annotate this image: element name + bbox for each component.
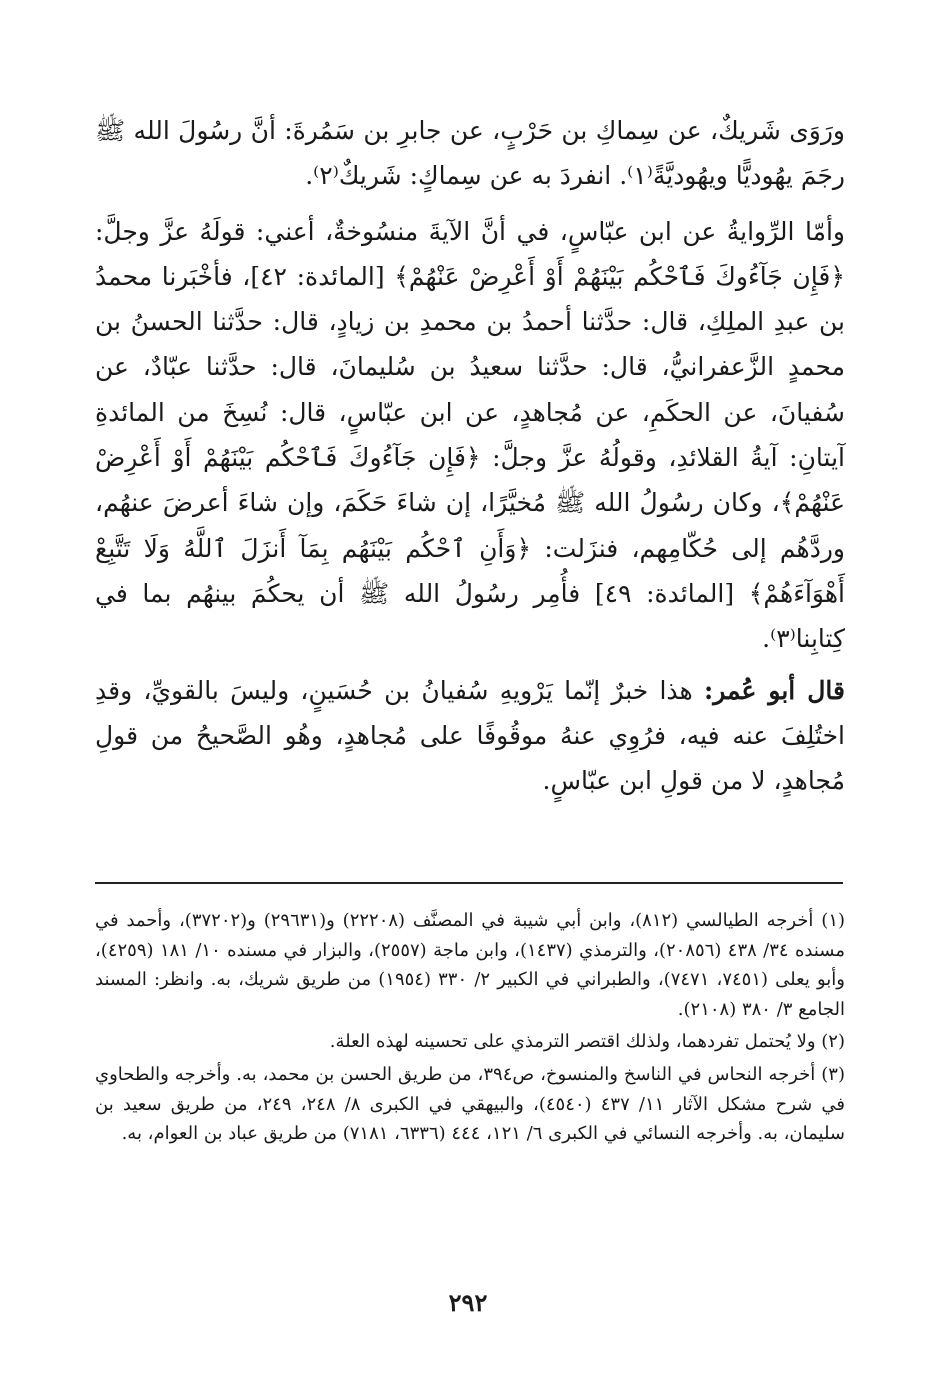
paragraph-1 bbox=[95, 108, 845, 199]
paragraph-1-text: ورَوَى شَريكٌ، عن سِماكِ بن حَرْبٍ، عن جابرِ بن سَمُرةَ: أنَّ رسُولَ الله ﷺ رجَمَ يهُوديًّا ويهُوديَّةً⁽١⁾. انفردَ به عن سِماكٍ: شَريكٌ⁽٢⁾. bbox=[95, 116, 845, 191]
paragraph-3-lead: قال أبو عُمر: bbox=[704, 675, 845, 705]
footnote-1: (١) أخرجه الطيالسي (٨١٢)، وابن أبي شيبة في المصنَّف (٢٢٢٠٨) و(٢٩٦٣١) و(٣٧٢٠٢)، وأحمد في مسنده ٣٤/ ٤٣٨ (٢٠٨٥٦)، والترمذي (١٤٣٧)، وابن ماجة (٢٥٥٧)، والبزار في مسنده ١٠/ ١٨١ (٤٢٥٩)، وأبو يعلى (٧٤٥١، ٧٤٧١)، والطبراني في الكبير ٢/ ٣٣٠ (١٩٥٤) من طريق شريك، به. وانظر: المسند الجامع ٣/ ٣٨٠ (٢١٠٨). bbox=[95, 910, 846, 1020]
page-number: ٢٩٢ bbox=[448, 1288, 488, 1317]
footnote-divider bbox=[95, 882, 843, 884]
paragraph-2 bbox=[95, 209, 845, 662]
paragraph-3-text: هذا خبرٌ إنّما يَرْويهِ سُفيانُ بن حُسَينٍ، وليسَ بالقويِّ، وقدِ اختُلِفَ عنه فيه، فرُوِي عنهُ موقُوفًا على مُجاهدٍ، وهُو الصَّحيحُ من قولِ مُجاهدٍ، لا من قولِ ابن عبّاسٍ. bbox=[95, 675, 845, 796]
main-text bbox=[95, 108, 845, 803]
footnote-2: (٢) ولا يُحتمل تفردهما، ولذلك اقتصر الترمذي على تحسينه لهذه العلة. bbox=[329, 1031, 845, 1053]
footnotes bbox=[95, 906, 845, 1152]
paragraph-3 bbox=[95, 668, 845, 804]
footnote-3: (٣) أخرجه النحاس في الناسخ والمنسوخ، ص٣٩٤، من طريق الحسن بن محمد، به. وأخرجه والطحاوي في شرح مشكل الآثار ١١/ ٤٣٧ (٤٥٤٠)، والبيهقي في الكبرى ٨/ ٢٤٨، ٢٤٩، من طريق سعيد بن سليمان، به. وأخرجه النسائي في الكبرى ٦/ ١٢١، ٤٤٤ (٦٣٣٦، ٧١٨١) من طريق عباد بن العوام، به. bbox=[95, 1063, 846, 1145]
paragraph-2-text: وأمّا الرِّوايةُ عن ابن عبّاسٍ، في أنَّ الآيةَ منسُوخةٌ، أعني: قولَهُ عزَّ وجلَّ: ﴿فَإِن جَآءُوكَ فَٱحْكُم بَيْنَهُمْ أَوْ أَعْرِضْ عَنْهُمْ﴾ [المائدة: ٤٢]، فأخْبَرنا محمدُ بن عبدِ الملِكِ، قال: حدَّثنا أحمدُ بن محمدِ بن زيادٍ، قال: حدَّثنا الحسنُ بن محمدٍ الزَّعفرانيُّ، قال: حدَّثنا سعيدُ بن سُليمانَ، قال: حدَّثنا عبّادٌ، عن سُفيانَ، عن الحكَمِ، عن مُجاهدٍ، عن ابن عبّاسٍ، قال: نُسِخَ من المائدةِ آيتانِ: آيةُ القلائدِ، وقولُهُ عزَّ وجلَّ: ﴿فَإِن جَآءُوكَ فَٱحْكُم بَيْنَهُمْ أَوْ أَعْرِضْ عَنْهُمْ﴾، وكان رسُولُ الله ﷺ مُخيَّرًا، إن شاءَ حَكَمَ، وإن شاءَ أعرضَ عنهُم، وردَّهُم إلى حُكّامِهم، فنزَلت: ﴿وَأَنِ ٱحْكُم بَيْنَهُم بِمَآ أَنزَلَ ٱللَّهُ وَلَا تَتَّبِعْ أَهْوَآءَهُمْ﴾ [المائدة: ٤٩] فأُمِر رسُولُ الله ﷺ أن يحكُمَ بينهُم بما في كِتابِنا⁽٣⁾. bbox=[95, 216, 845, 654]
